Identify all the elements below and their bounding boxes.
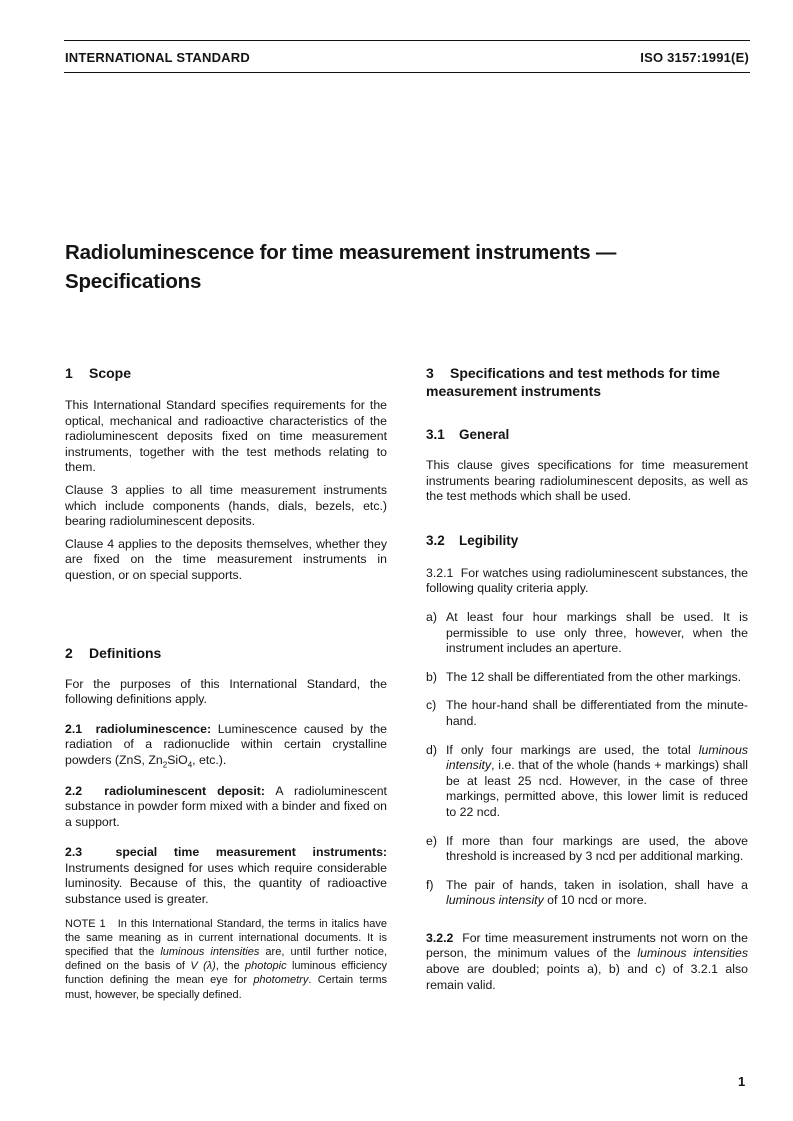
list-item-d: d) If only four markings are used, the total luminous intensity, i.e. that of the whole (hands + markings) shall be at least 25 ncd. However, in the case of three markings, permitted above, this lower limit is reduced to 22 ncd. xyxy=(426,742,748,819)
header-rule-bottom xyxy=(64,72,750,73)
general-paragraph: This clause gives specifications for time measurement instruments bearing radioluminescent deposits, as well as the test methods which shall be used. xyxy=(426,458,748,504)
definition-radioluminescence: 2.1 radioluminescence: Luminescence caused by the radiation of a radionuclide within certain crystalline powders (ZnS, $Zn_2SiO_4$, etc.). xyxy=(65,721,387,770)
scope-paragraph-2: Clause 3 applies to all time measurement instruments which include components (hands, dials, bezels, etc.) bearing radioluminescent deposits. xyxy=(65,482,387,529)
clause-3-2-1: 3.2.1 For watches using radioluminescent substances, the following quality criteria apply. xyxy=(426,565,748,596)
scope-paragraph-3: Clause 4 applies to the deposits themselves, whether they are fixed on the time measurement instruments in question, or on special supports. xyxy=(65,536,387,582)
document-title-line1: Radioluminescence for time measurement instruments — xyxy=(65,241,617,264)
right-column xyxy=(426,364,748,993)
scope-paragraph-1: This International Standard specifies requirements for the optical, mechanical and radioactive characteristics of the radioluminescent deposits fixed on time measurement instruments, together with the test methods relating to them. xyxy=(65,398,387,475)
header-rule-top xyxy=(64,40,750,41)
subsection-legibility-heading: 3.2 Legibility xyxy=(426,532,519,548)
document-title xyxy=(65,238,616,296)
definition-special-instruments: 2.3 special time measurement instruments: Instruments designed for uses which require considerable luminosity. Because of this, the quantity of radioactive substance used is greater. xyxy=(65,845,387,907)
list-item-b: b) The 12 shall be differentiated from the other markings. xyxy=(426,669,742,684)
definitions-intro: For the purposes of this International Standard, the following definitions apply. xyxy=(65,676,387,707)
subsection-general-heading: 3.1 General xyxy=(426,427,510,442)
note-1: NOTE 1 In this International Standard, the terms in italics have the same meaning as in current international documents. It is specified that the luminous intensities are, until further notice, defined on the basis of V (λ), the photopic luminous efficiency function defining the mean eye for photometry. Certain terms must, however, be specially defined. xyxy=(65,917,388,1001)
header-standard-label: INTERNATIONAL STANDARD xyxy=(65,50,250,65)
section-specifications-heading: 3 Specifications and test methods for time measurement instruments xyxy=(426,365,720,399)
section-scope-heading: 1 Scope xyxy=(65,365,132,381)
page-number: 1 xyxy=(738,1074,746,1089)
clause-3-2-2: 3.2.2 For time measurement instruments not worn on the person, the minimum values of the luminous intensities above are doubled; points a), b) and c) of 3.2.1 also remain valid. xyxy=(426,930,748,992)
document-title-line2: Specifications xyxy=(65,270,202,293)
list-item-c: c) The hour-hand shall be differentiated from the minute-hand. xyxy=(426,698,748,728)
header-document-id: ISO 3157:1991(E) xyxy=(640,50,749,65)
list-item-f: f) The pair of hands, taken in isolation, shall have a luminous intensity of 10 ncd or more. xyxy=(426,877,748,908)
definition-radioluminescent-deposit: 2.2 radioluminescent deposit: A radioluminescent substance in powder form mixed with a binder and fixed on a support. xyxy=(65,783,387,829)
section-definitions-heading: 2 Definitions xyxy=(65,644,162,661)
list-item-e: e) If more than four markings are used, the above threshold is increased by 3 ncd per additional marking. xyxy=(426,833,748,864)
list-item-a: a) At least four hour markings shall be used. It is permissible to use only three, however, when the instrument includes an aperture. xyxy=(426,609,748,656)
left-column xyxy=(65,364,387,1002)
